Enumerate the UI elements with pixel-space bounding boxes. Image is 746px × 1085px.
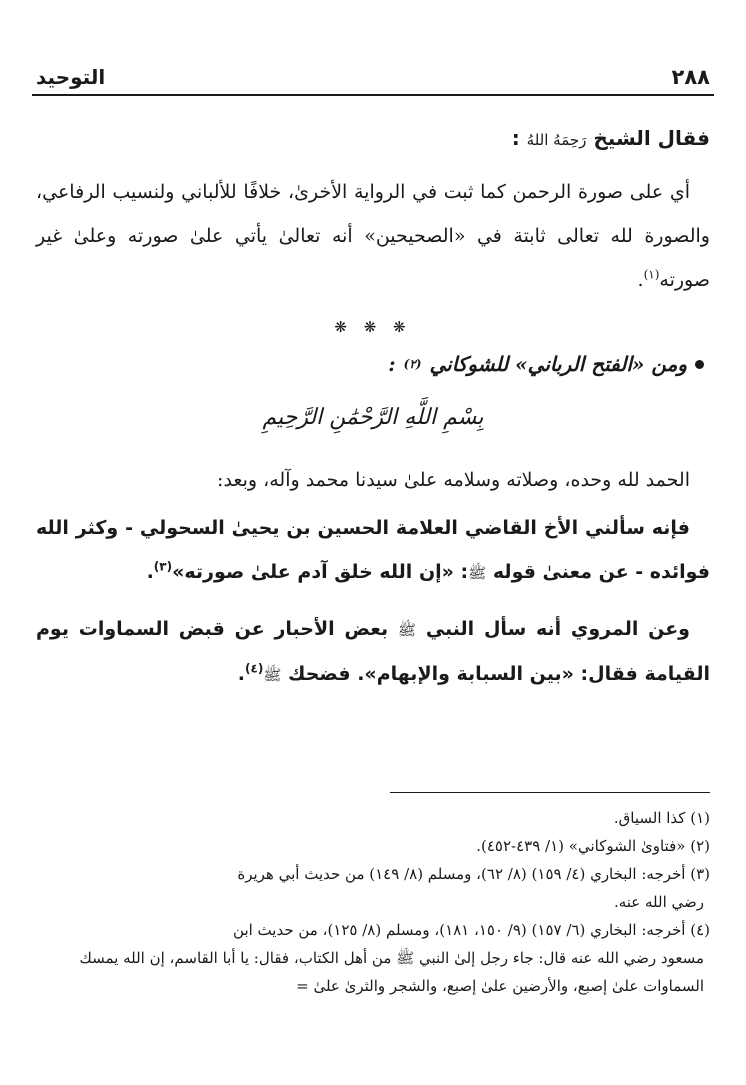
lead-text: فقال الشيخ [593,126,710,150]
main-text [36,118,710,697]
section-separator: ❋ ❋ ❋ [334,318,412,336]
footnote-4 [36,916,710,1000]
source-colon: : [388,352,396,376]
bullet-icon [695,360,704,369]
footnote-text: أخرجه: البخاري (٦/ ١٥٧) (٩/ ١٥٠، ١٨١)، ومسلم (٨/ ١٢٥)، من حديث ابن [233,921,686,939]
question-text-2: : «إن الله خلق آدم علىٰ صورته» [172,561,469,583]
footnote-ref-3: (٣) [153,559,173,574]
footnote-2 [36,832,710,860]
honorific: رَحِمَهُ اللهُ [526,131,587,149]
spacer [36,595,710,603]
footnote-number: (١) [690,809,710,827]
basmala: بِسْمِ اللَّهِ الرَّحْمَٰنِ الرَّحِيمِ [262,405,484,430]
narration-text-1: وعن المروي أنه سأل النبي [425,618,690,640]
opening-line: الحمد لله وحده، وصلاته وسلامه علىٰ سيدنا محمد وآله، وبعد: [217,469,690,491]
paragraph-1 [36,170,710,302]
paragraph-1-text: أي على صورة الرحمن كما ثبت في الرواية الأخرىٰ، خلافًا للألباني ولنسيب الرفاعي، والصورة لله تعالى ثابتة في «الصحيحين» أنه تعالىٰ يأتي علىٰ صورته وعلىٰ غير صورته [36,181,710,291]
question-paragraph [36,506,710,595]
footnote-continuation: رضي الله عنه. [613,893,704,911]
footnote-number: (٢) [690,837,710,855]
footnote-continuation: مسعود رضي الله عنه قال: جاء رجل إلىٰ النبي ﷺ من أهل الكتاب، فقال: يا أبا القاسم، إن الله يمسك السماوات علىٰ إصبع، والأرضين علىٰ إصبع، والشجر والثرىٰ علىٰ = [79,949,704,995]
footnote-ref-1: (١) [643,267,660,282]
footnote-number: (٣) [690,865,710,883]
page-number: ٢٨٨ [671,65,710,89]
paragraph-1-end: . [637,269,644,291]
footnote-rule [390,792,710,793]
footnote-number: (٤) [690,921,710,939]
source-text: ومن «الفتح الرباني» للشوكاني [429,352,687,376]
salla-symbol: ﷺ [263,666,282,684]
narration-paragraph [36,607,710,697]
footnote-3 [36,860,710,916]
running-title: التوحيد [36,65,106,89]
footnote-text: كذا السياق. [613,809,686,827]
header-rule [32,94,714,96]
lead-colon: : [511,126,520,150]
narration-end: . [237,663,245,685]
footnotes [36,804,710,1000]
page-header [36,60,710,94]
salla-symbol: ﷺ [397,621,417,639]
footnote-ref-4: (٤) [245,661,264,676]
salla-symbol: ﷺ [468,564,487,582]
source-heading: ومن «الفتح الرباني» للشوكاني (٢) : [36,342,710,386]
narration-text-2: بعض الأحبار عن قبض السماوات يوم القيامة فقال: «بين السبابة والإبهام». فضحك [36,618,710,685]
footnote-text: أخرجه: البخاري (٤/ ١٥٩) (٨/ ٦٢)، ومسلم (٨/ ١٤٩) من حديث أبي هريرة [237,865,686,883]
footnote-text: «فتاوىٰ الشوكاني» (١/ ٤٣٩-٤٥٢). [476,837,686,855]
footnote-1 [36,804,710,832]
lead-heading [36,118,710,160]
question-text-1: فإنه سألني الأخ القاضي العلامة الحسين بن يحيىٰ السحولي - وكثر الله فوائده - عن معنىٰ قوله [36,517,710,583]
question-end: . [146,561,154,583]
